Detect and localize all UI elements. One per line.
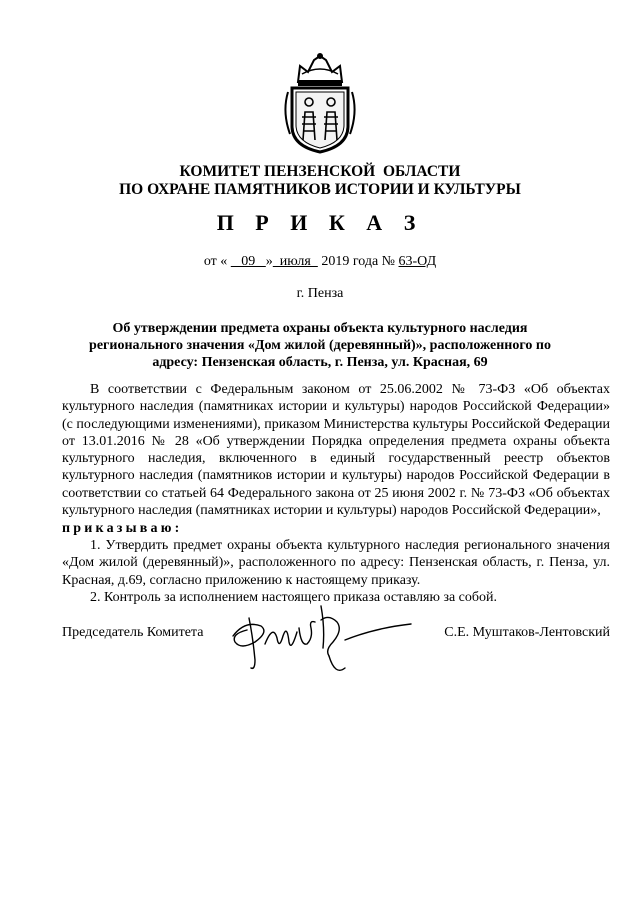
date-day: 09 bbox=[230, 254, 266, 269]
preamble-paragraph: В соответствии с Федеральным законом от 25.06.2002 № 73-ФЗ «Об объектах культурного наследия (памятниках истории и культуры) народов Российской Федерации» (с последующими изменениями), приказом Министерства культуры Российской Федерации от 13.01.2016 № 28 «Об утверждении Порядка определения предмета охраны объекта культурного наследия, включенного в единый государственный реестр объектов культурного наследия (памятников истории и культуры) народов Российской Федерации в соответствии со статьей 64 Федерального закона от 25 июня 2002 г. № 73-ФЗ «Об объектах культурного наследия (памятниках истории и культуры) народов Российской Федерации», bbox=[62, 382, 610, 519]
date-month: июля bbox=[272, 254, 318, 269]
order-word-text: приказываю: bbox=[62, 521, 183, 536]
coat-of-arms-icon bbox=[282, 52, 358, 156]
date-prefix: от « bbox=[203, 254, 228, 269]
date-quote-close: » bbox=[265, 254, 273, 269]
order-word bbox=[62, 520, 610, 537]
date-year: 2019 года № bbox=[317, 254, 399, 269]
city: г. Пенза bbox=[296, 286, 344, 301]
signatory-position: Председатель Комитета bbox=[62, 625, 204, 640]
committee-name bbox=[0, 163, 640, 199]
committee-line-2: ПО ОХРАНЕ ПАМЯТНИКОВ ИСТОРИИ И КУЛЬТУРЫ bbox=[119, 181, 521, 198]
signatory-name: С.Е. Муштаков-Лентовский bbox=[444, 625, 610, 640]
order-item-1: 1. Утвердить предмет охраны объекта культурного наследия регионального значения «Дом жилой (деревянный)», расположенного по адресу: Пензенская область, г. Пенза, ул. Красная, д.69, согласно приложению к настоящему приказу. bbox=[62, 538, 610, 588]
handwritten-signature bbox=[225, 598, 415, 683]
document-type-title: П Р И К А З bbox=[216, 210, 424, 235]
committee-line-1: КОМИТЕТ ПЕНЗЕНСКОЙ ОБЛАСТИ bbox=[179, 163, 461, 180]
order-item-2: 2. Контроль за исполнением настоящего приказа оставляю за собой. bbox=[90, 590, 498, 605]
order-subject: Об утверждении предмета охраны объекта культурного наследия регионального значения «Дом жилой (деревянный)», расположенного по адресу: Пензенская область, г. Пенза, ул. Красная, 69 bbox=[89, 321, 551, 370]
order-number: 63-ОД bbox=[398, 254, 437, 269]
date-line bbox=[0, 254, 640, 270]
